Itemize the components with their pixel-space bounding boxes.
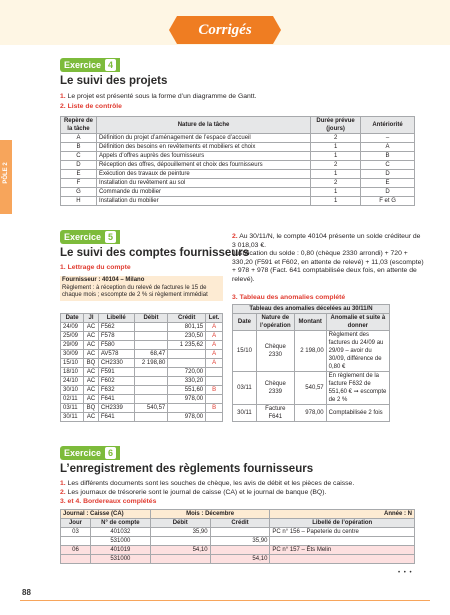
ex6-q2 [60,489,326,498]
table-cell: D [361,170,415,179]
table-cell [206,368,223,377]
table-cell: 531000 [90,555,150,564]
q-text: Au 30/11/N, le compte 40104 présente un solde créditeur de 3 018,03 €. [232,233,421,249]
col-header: Durée prévue (jours) [311,117,361,134]
table-cell: E [361,179,415,188]
table-cell: AV578 [98,350,134,359]
table-cell [134,368,168,377]
table-cell: A [61,134,97,143]
col-header: N° de compte [90,519,150,528]
table-cell: 2 [311,179,361,188]
table-cell: 03/11 [61,404,84,413]
footer-divider [20,600,430,601]
table-cell [134,413,168,422]
table-cell [134,341,168,350]
table-cell: 25/09 [61,332,84,341]
table-cell: En règlement de la facture F632 de 551,60 € ➞ escompte de 2 % [326,372,389,405]
table-cell: A [361,143,415,152]
table-cell: F [61,179,97,188]
table-cell: 540,57 [134,404,168,413]
ex4-q2 [60,103,122,112]
table-row [61,377,223,386]
table-cell [134,323,168,332]
table-cell: G [61,188,97,197]
table-cell: C [361,161,415,170]
col-header: Débit [134,314,168,323]
q-text: Bordereaux complétés [83,498,157,505]
q-text: Tableau des anomalies complété [239,294,346,301]
table-cell: Appels d’offres auprès des fournisseurs [96,152,310,161]
col-header: Libellé [98,314,134,323]
table-row [61,152,415,161]
q-num: 3. et 4. [60,498,82,505]
table-cell: 1 [311,170,361,179]
table-cell: 1 235,62 [168,341,206,350]
table-cell: 330,20 [168,377,206,386]
table-cell [61,537,91,546]
table-cell: 29/09 [61,341,84,350]
table-cell: 401019 [90,546,150,555]
exercise-label: Exercice [64,232,102,242]
anomalies-table [232,304,390,422]
table-cell: AC [84,323,99,332]
exercise-label: Exercice [64,60,102,70]
table-cell [206,377,223,386]
q-num: 1. [60,480,66,487]
table-row [61,170,415,179]
table-cell: 720,00 [168,368,206,377]
col-header: Nature de la tâche [96,117,310,134]
table-cell: 35,90 [210,537,270,546]
table-row [61,161,415,170]
col-header: Repère de la tâche [61,117,97,134]
table-cell: B [206,386,223,395]
table-cell [61,555,91,564]
table-cell: 801,15 [168,323,206,332]
table-row [61,537,415,546]
table-cell: AC [84,341,99,350]
table-cell: A [206,359,223,368]
table-cell: 978,00 [168,413,206,422]
col-header: Crédit [168,314,206,323]
table-cell: AC [84,413,99,422]
table-cell: F580 [98,341,134,350]
ledger-rule: Règlement : à réception du relevé de factures le 15 de chaque mois ; escompte de 2 % si règlement immédiat [62,284,208,299]
q-num: 1. [60,93,66,100]
table-row [61,368,223,377]
table-cell: CH2339 [98,404,134,413]
table-cell: F et G [361,197,415,206]
table-cell: 18/10 [61,368,84,377]
table-cell [168,359,206,368]
table-cell [134,386,168,395]
journal-year: Année : N [270,510,415,519]
table-cell: CH2330 [98,359,134,368]
ex5-q3 [232,294,345,303]
table-row [61,188,415,197]
table-cell: Comptabilisée 2 fois [326,405,389,422]
table-cell: F591 [98,368,134,377]
q-text: Lettrage du compte [67,264,131,271]
ex4-q1 [60,93,256,102]
table-cell [168,350,206,359]
ex5-q2-justification: Justification du solde : 0,80 (chèque 2330 arrondi) + 720 + 330,20 (F591 et F602, en attente de relevé) + 11,03 (escompte) + 978 + 978 (Fact. 641 comptabilisée deux fois, en attente de relevé). [232,250,424,283]
table-cell: 551,60 [168,386,206,395]
exercise-number: 5 [105,231,116,243]
q-num: 2. [60,489,66,496]
exercise-4-badge [60,58,120,72]
table-cell: AC [84,332,99,341]
continuation-dots: • • • [398,570,413,576]
table-cell: 2 [311,161,361,170]
table-cell [270,555,415,564]
table-cell: B [61,143,97,152]
ledger-account: Fournisseur : 40104 – Milano [62,277,145,283]
col-header: Antériorité [361,117,415,134]
table-cell: AC [84,368,99,377]
table-cell [150,555,210,564]
q-num: 1. [60,264,66,271]
table-cell: E [61,170,97,179]
table-cell: AC [84,350,99,359]
table-cell: 15/10 [233,331,257,372]
col-header: Libellé de l’opération [270,519,415,528]
table-cell: B [206,404,223,413]
table-cell: Installation du mobilier [96,197,310,206]
side-tab [0,140,12,214]
table-cell: BQ [84,404,99,413]
table-row [61,350,223,359]
table-cell: Exécution des travaux de peinture [96,170,310,179]
table-cell: B [361,152,415,161]
table-cell [210,546,270,555]
table-cell: Chèque 2330 [256,331,294,372]
table-cell: 30/09 [61,350,84,359]
table-row [61,555,415,564]
ex5-q2 [232,233,422,250]
table-cell: 978,00 [168,395,206,404]
q-text: Liste de contrôle [67,103,122,110]
page-number: 88 [22,588,31,597]
table-cell: Commande du mobilier [96,188,310,197]
q-num: 2. [60,103,66,110]
table-cell: A [206,332,223,341]
table-cell: 30/11 [233,405,257,422]
table-cell: 24/09 [61,323,84,332]
table-row [61,323,223,332]
table-row [61,179,415,188]
col-header: Date [233,314,257,331]
table-cell [134,395,168,404]
table-cell: 15/10 [61,359,84,368]
table-cell: 03 [61,528,91,537]
table-cell: A [206,341,223,350]
journal-name: Journal : Caisse (CA) [61,510,151,519]
exercise-6-badge [60,446,120,460]
table-cell: 54,10 [150,546,210,555]
table-cell: Définition des besoins en revêtements et mobiliers et choix [96,143,310,152]
exercise-6-title: L’enregistrement des règlements fournisseurs [60,463,314,475]
table-cell: AC [84,386,99,395]
table-cell: PC n° 157 – Éts Melin [270,546,415,555]
table-cell: Installation du revêtement au sol [96,179,310,188]
table-cell: A [206,350,223,359]
table-row [61,528,415,537]
table-cell: 35,90 [150,528,210,537]
table-cell: 24/10 [61,377,84,386]
table-cell: Facture F641 [256,405,294,422]
table-cell [168,404,206,413]
table-cell: Réception des offres, dépouillement et choix des fournisseurs [96,161,310,170]
table-row [61,404,223,413]
table-cell: 1 [311,197,361,206]
journal-month: Mois : Décembre [150,510,270,519]
table-cell: AC [84,395,99,404]
table-cell: H [61,197,97,206]
table-cell [210,528,270,537]
table-cell: 68,47 [134,350,168,359]
table-cell [206,413,223,422]
table-cell: 1 [311,152,361,161]
table-cell: D [361,188,415,197]
table-cell: 230,50 [168,332,206,341]
table-row [233,405,390,422]
table-cell: AC [84,377,99,386]
table-cell: 1 [311,188,361,197]
table-cell: 30/11 [61,413,84,422]
exercise-4-title: Le suivi des projets [60,75,168,87]
table-cell: F641 [98,395,134,404]
ex5-q1 [60,264,131,273]
table-row [61,134,415,143]
col-header: Let. [206,314,223,323]
table-cell [134,332,168,341]
exercise-number: 6 [105,447,116,459]
header-title: Corrigés [177,16,273,44]
table-row [233,372,390,405]
table-cell: F602 [98,377,134,386]
table-row [61,341,223,350]
ledger-account-info [60,276,223,301]
q-text: Les différents documents sont les souches de chèque, les avis de débit et les pièces de caisse. [67,480,355,487]
ex6-q1 [60,480,354,489]
table-cell [206,395,223,404]
q-text: Le projet est présenté sous la forme d’un diagramme de Gantt. [67,93,257,100]
exercise-5-badge [60,230,120,244]
exercise-5-title: Le suivi des comptes fournisseurs [60,247,250,259]
col-header: Montant [294,314,326,331]
table-row [61,546,415,555]
table-cell: 2 [311,134,361,143]
table-cell: F578 [98,332,134,341]
table-cell: BQ [84,359,99,368]
table-cell: 978,00 [294,405,326,422]
q-num: 2. [232,233,238,240]
table-row [61,413,223,422]
table-cell: 1 [311,143,361,152]
cash-journal-table [60,509,415,564]
table-cell: 540,57 [294,372,326,405]
table-row [61,395,223,404]
table-cell: A [206,323,223,332]
table-cell [270,537,415,546]
table-row [61,332,223,341]
table-row [61,386,223,395]
table-cell: F632 [98,386,134,395]
exercise-number: 4 [105,59,116,71]
table-cell: Chèque 2339 [256,372,294,405]
table-cell: PC n° 156 – Papeterie du centre [270,528,415,537]
table-cell: 03/11 [233,372,257,405]
table-row [61,143,415,152]
table-cell: – [361,134,415,143]
exercise-label: Exercice [64,448,102,458]
table-cell: 06 [61,546,91,555]
table-cell: 2 198,80 [134,359,168,368]
col-header: Nature de l’opération [256,314,294,331]
col-header: Débit [150,519,210,528]
ex6-q34 [60,498,156,507]
table-cell: 02/11 [61,395,84,404]
col-header: Jour [61,519,91,528]
table-cell: Définition du projet d’aménagement de l’espace d’accueil [96,134,310,143]
table-cell: 2 198,00 [294,331,326,372]
col-header: Crédit [210,519,270,528]
col-header: Anomalie et suite à donner [326,314,389,331]
table-cell: Règlement des factures du 24/09 au 29/09 – avoir du 30/09, différence de 0,80 € [326,331,389,372]
table-row [61,197,415,206]
col-header: Date [61,314,84,323]
table-cell: F562 [98,323,134,332]
ledger-table [60,313,223,422]
table-row [61,359,223,368]
control-list-table [60,116,415,206]
q-text: Les journaux de trésorerie sont le journal de caisse (CA) et le journal de banque (BQ). [67,489,327,496]
table-cell: 531000 [90,537,150,546]
table-cell: 54,10 [210,555,270,564]
table-cell: 401032 [90,528,150,537]
col-header: Jl [84,314,99,323]
table-cell: D [61,161,97,170]
anomalies-title: Tableau des anomalies décelées au 30/11/N [233,305,390,314]
table-cell [134,377,168,386]
q-num: 3. [232,294,238,301]
table-cell [150,537,210,546]
table-cell: F641 [98,413,134,422]
table-row [233,331,390,372]
side-tab-label: PÔLE 2 [3,162,9,184]
table-cell: 30/10 [61,386,84,395]
table-cell: C [61,152,97,161]
